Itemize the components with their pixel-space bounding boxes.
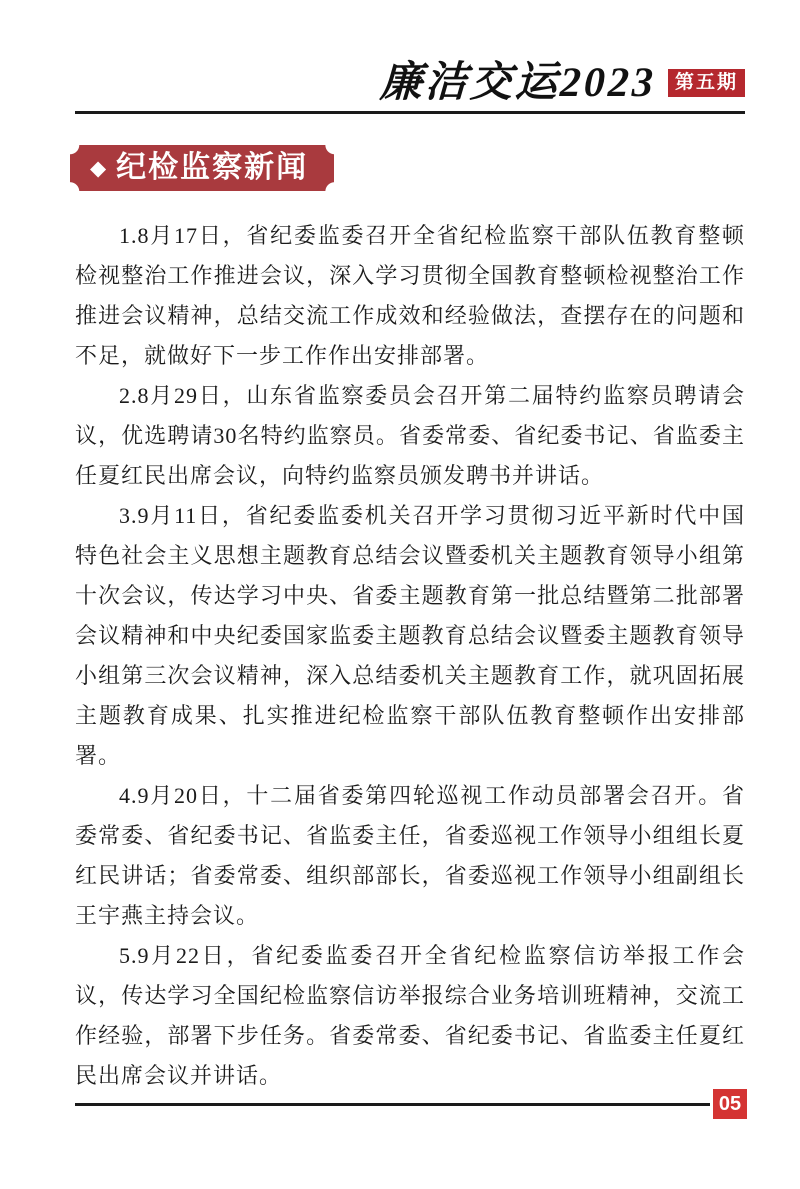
footer-rule [75,1103,710,1106]
news-item-2: 2.8月29日，山东省监察委员会召开第二届特约监察员聘请会议，优选聘请30名特约监察员。省委常委、省纪委书记、省监委主任夏红民出席会议，向特约监察员颁发聘书并讲话。 [75,383,745,488]
masthead-title: 廉洁交运2023 [379,60,657,106]
issue-badge: 第五期 [668,69,745,97]
diamond-icon: ◆ [90,155,107,180]
page-footer [75,1089,747,1119]
news-item-4: 4.9月20日，十二届省委第四轮巡视工作动员部署会召开。省委常委、省纪委书记、省监委主任，省委巡视工作领导小组组长夏红民讲话；省委常委、组织部部长，省委巡视工作领导小组副组长王宇燕主持会议。 [75,783,745,928]
page-number-badge: 05 [713,1089,747,1119]
news-item-1: 1.8月17日，省纪委监委召开全省纪检监察干部队伍教育整顿检视整治工作推进会议，深入学习贯彻全国教育整顿检视整治工作推进会议精神，总结交流工作成效和经验做法，查摆存在的问题和不足，就做好下一步工作作出安排部署。 [75,223,745,368]
news-item-3: 3.9月11日，省纪委监委机关召开学习贯彻习近平新时代中国特色社会主义思想主题教育总结会议暨委机关主题教育领导小组第十次会议，传达学习中央、省委主题教育第一批总结暨第二批部署会议精神和中央纪委国家监委主题教育总结会议暨委主题教育领导小组第三次会议精神，深入总结委机关主题教育工作，就巩固拓展主题教育成果、扎实推进纪检监察干部队伍教育整顿作出安排部署。 [75,503,745,768]
section-title: 纪检监察新闻 [116,151,309,184]
news-article [75,216,745,1096]
header-rule [75,111,745,114]
section-badge [70,145,334,191]
news-item-5: 5.9月22日，省纪委监委召开全省纪检监察信访举报工作会议，传达学习全国纪检监察信访举报综合业务培训班精神，交流工作经验，部署下步任务。省委常委、省纪委书记、省监委主任夏红民出席会议并讲话。 [75,943,745,1088]
page-header [75,60,745,106]
